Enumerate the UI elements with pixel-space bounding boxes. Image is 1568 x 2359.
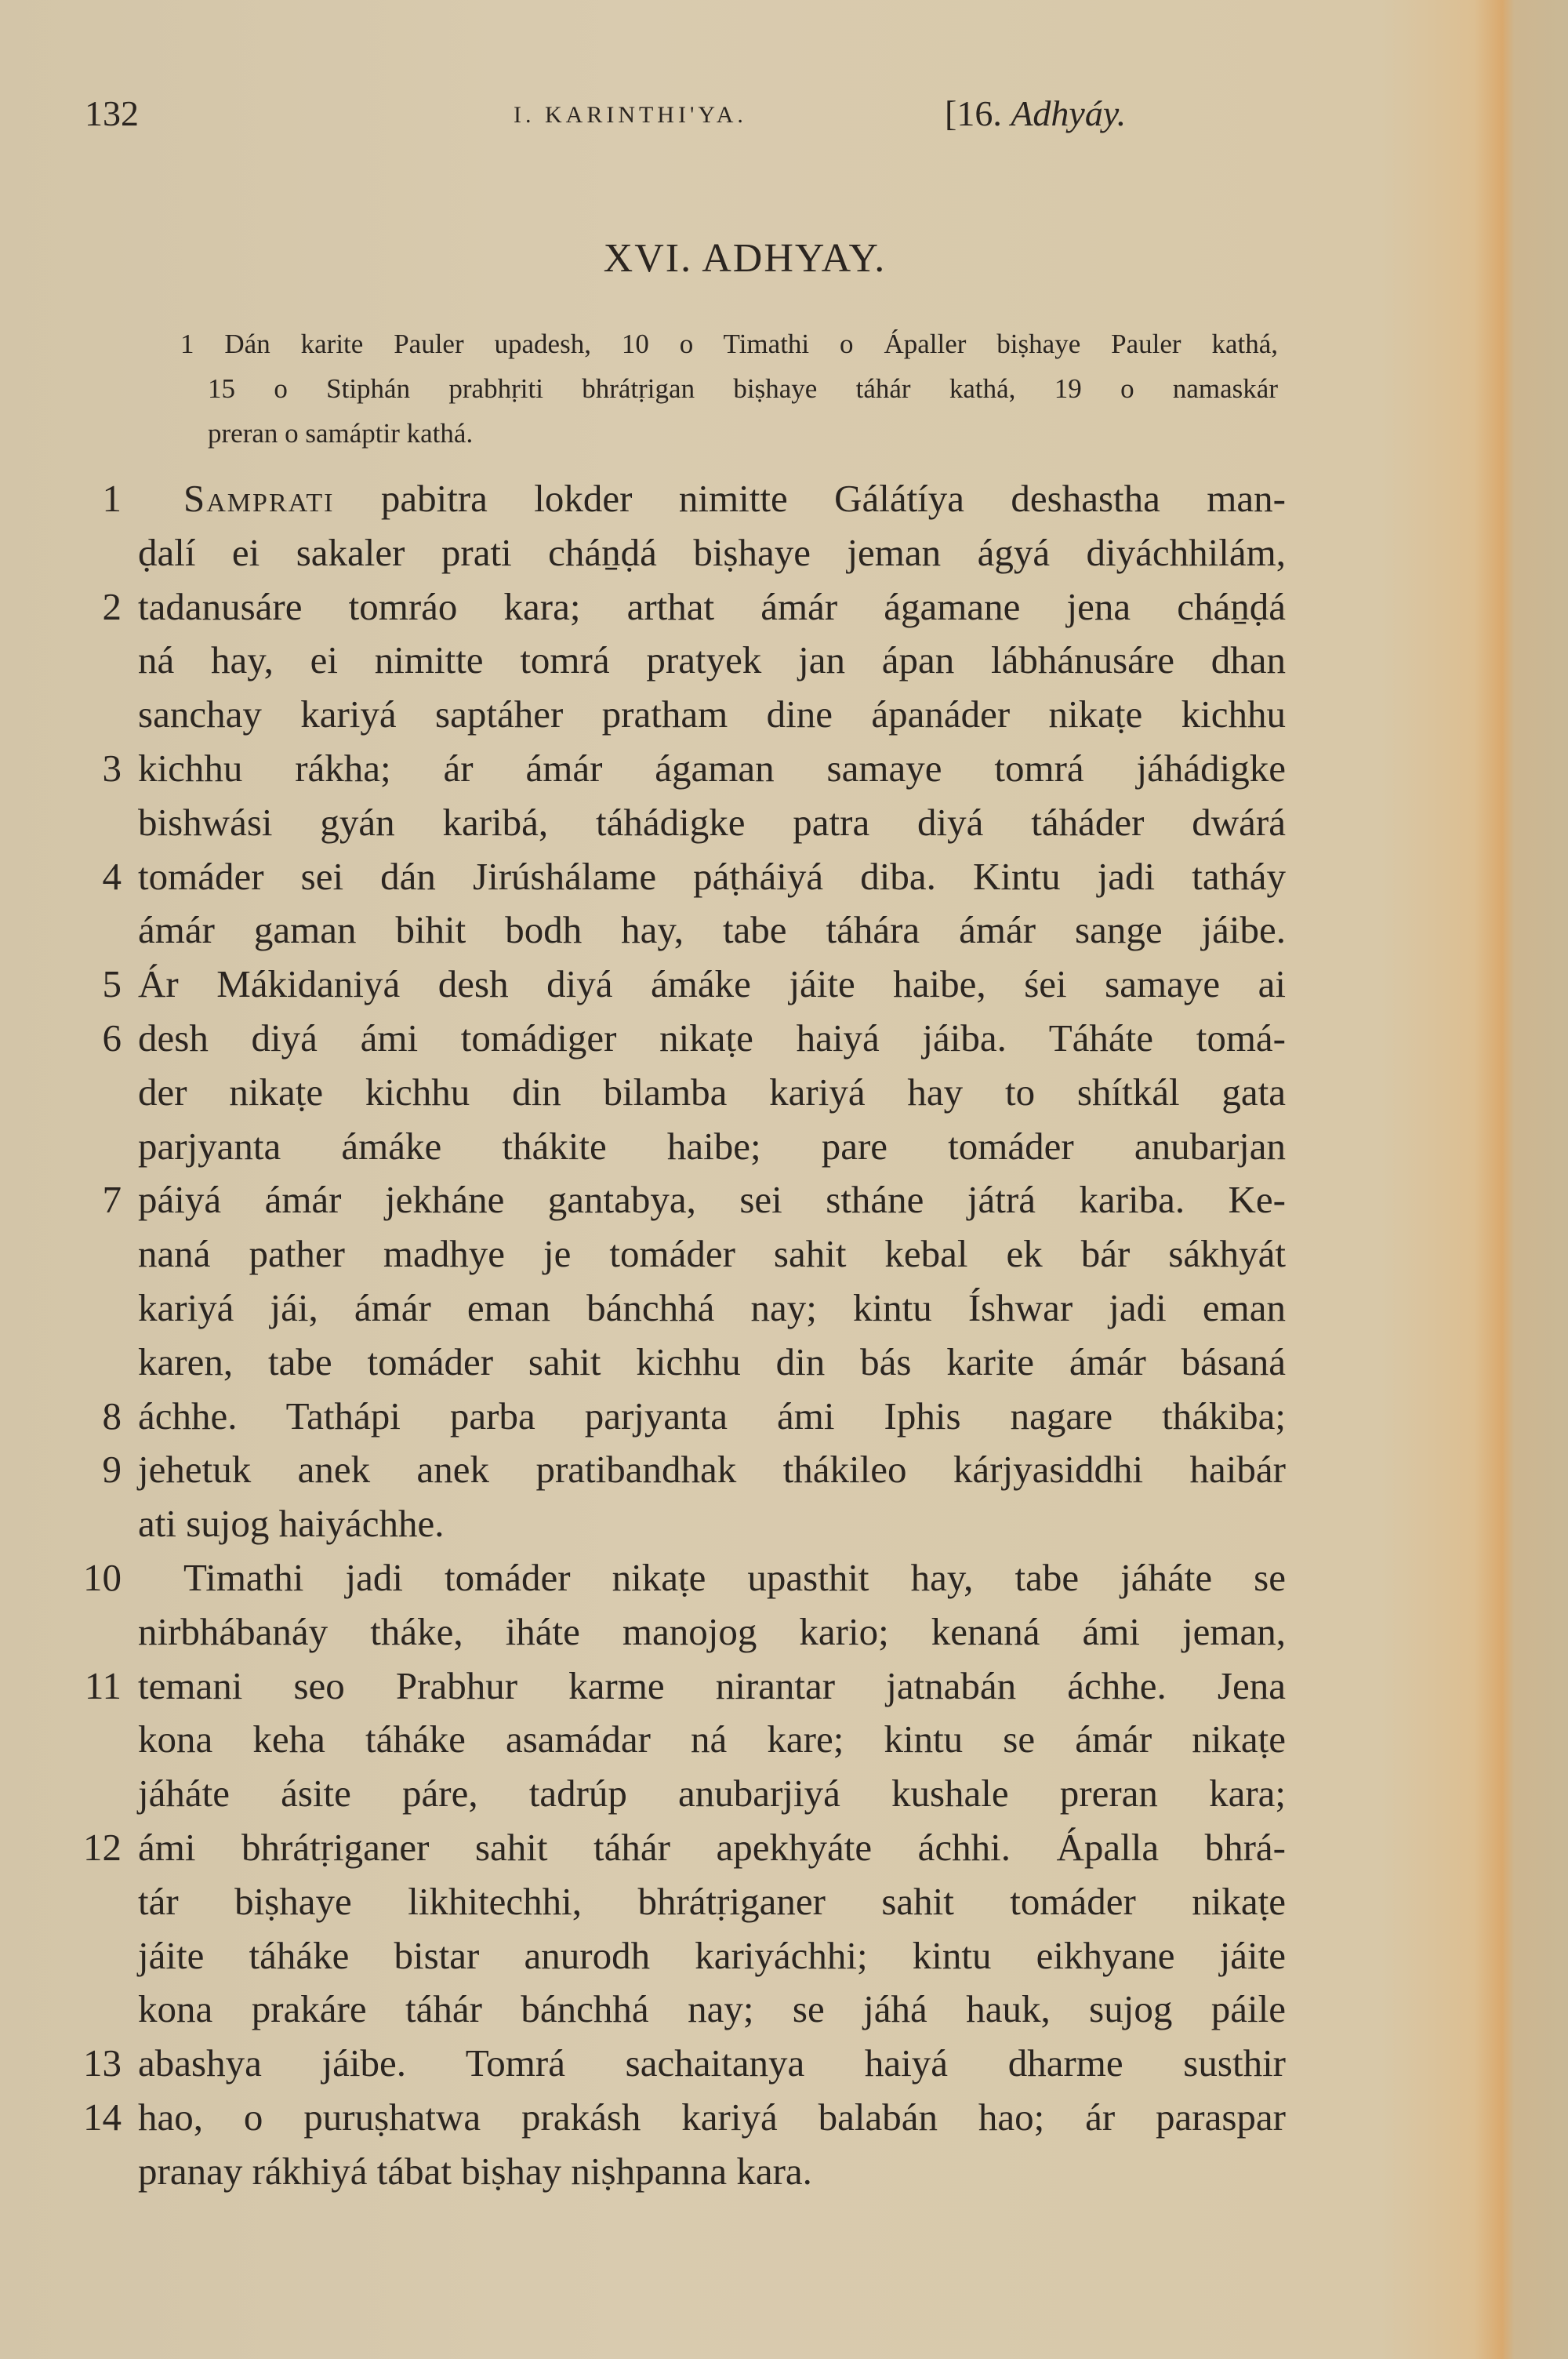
- verse-number: 14: [83, 2095, 122, 2139]
- line-text: nirbhábanáy tháke, iháte manojog kario; kenaná ámi jeman,: [138, 1609, 1286, 1653]
- line-text: hao, o puruṣhatwa prakásh kariyá balabán hao; ár paraspar: [138, 2095, 1286, 2139]
- verse-number: 12: [83, 1825, 122, 1869]
- text-line: [0, 1120, 1568, 1174]
- verse-number: 13: [83, 2041, 122, 2085]
- line-text: parjyanta ámáke thákite haibe; pare tomáder anubarjan: [138, 1124, 1286, 1168]
- line-text: desh diyá ámi tomádiger nikaṭe haiyá jáiba. Táháte tomá-: [138, 1016, 1286, 1060]
- text-line: [0, 1336, 1568, 1390]
- text-line: [0, 1659, 1568, 1714]
- line-text: kona keha táháke asamádar ná kare; kintu se ámár nikaṭe: [138, 1717, 1286, 1761]
- text-line: [0, 850, 1568, 904]
- line-text-rest: pabitra lokder nimitte Gálátíya deshastha man-: [334, 477, 1286, 520]
- verse-number: 3: [102, 746, 122, 790]
- line-text: áchhe. Tathápi parba parjyanta ámi Iphis nagare thákiba;: [138, 1394, 1286, 1438]
- verse-number: 8: [102, 1394, 122, 1438]
- text-line: [0, 1281, 1568, 1336]
- line-text: abashya jáibe. Tomrá sachaitanya haiyá dharme susthir: [138, 2041, 1286, 2085]
- verse-number: 7: [102, 1178, 122, 1222]
- line-text: der nikaṭe kichhu din bilamba kariyá hay to shítkál gata: [138, 1070, 1286, 1114]
- text-line: [0, 1605, 1568, 1659]
- line-text: Ár Mákidaniyá desh diyá ámáke jáite haibe, śei samaye ai: [138, 962, 1286, 1006]
- text-line: [0, 580, 1568, 634]
- text-line: [0, 1713, 1568, 1767]
- line-text: kona prakáre táhár bánchhá nay; se jáhá hauk, sujog páile: [138, 1987, 1286, 2031]
- text-line: [0, 634, 1568, 688]
- text-line: [0, 1066, 1568, 1120]
- verse-number: 5: [102, 962, 122, 1006]
- line-text: ḍalí ei sakaler prati cháṉḍá biṣhaye jeman ágyá diyáchhilám,: [138, 530, 1286, 574]
- summary-line: 15 o Stiphán prabhṛiti bhrátṛigan biṣhaye táhár kathá, 19 o namaskár: [208, 373, 1278, 404]
- text-line: [0, 1767, 1568, 1821]
- text-line: [0, 688, 1568, 742]
- line-text: ámár gaman bihit bodh hay, tabe táhára ámár sange jáibe.: [138, 908, 1286, 952]
- verse-number: 6: [102, 1016, 122, 1060]
- line-text: jáite táháke bistar anurodh kariyáchhi; kintu eikhyane jáite: [138, 1933, 1286, 1977]
- page-number: 132: [85, 93, 139, 133]
- opening-word: Samprati: [183, 477, 335, 520]
- line-text: ati sujog haiyáchhe.: [138, 1502, 445, 1546]
- line-text: sanchay kariyá saptáher pratham dine ápanáder nikaṭe kichhu: [138, 692, 1286, 736]
- text-line: [0, 1551, 1568, 1605]
- line-text: naná pather madhye je tomáder sahit kebal ek bár sákhyát: [138, 1232, 1286, 1276]
- summary-line: preran o samáptir kathá.: [208, 418, 474, 449]
- line-text: kariyá jái, ámár eman bánchhá nay; kintu Íshwar jadi eman: [138, 1285, 1286, 1329]
- line-text: tár biṣhaye likhitechhi, bhrátṛiganer sahit tomáder nikaṭe: [138, 1879, 1286, 1923]
- text-line: [0, 526, 1568, 580]
- chapter-title: XVI. ADHYAY.: [603, 236, 887, 281]
- text-line: [0, 2091, 1568, 2145]
- line-text: kichhu rákha; ár ámár ágaman samaye tomrá jáhádigke: [138, 746, 1286, 790]
- text-line: [0, 1983, 1568, 2037]
- text-line: [0, 472, 1568, 526]
- text-line: [0, 1929, 1568, 1983]
- text-line: [0, 796, 1568, 850]
- line-text: jáháte ásite páre, tadrúp anubarjiyá kushale preran kara;: [138, 1772, 1286, 1816]
- line-text: ámi bhrátṛiganer sahit táhár apekhyáte áchhi. Ápalla bhrá-: [138, 1825, 1286, 1869]
- chapter-ref-number: [16.: [945, 93, 1002, 133]
- verse-number: 4: [102, 854, 122, 898]
- text-line: [0, 1443, 1568, 1497]
- line-text: ná hay, ei nimitte tomrá pratyek jan ápan lábhánusáre dhan: [138, 638, 1286, 682]
- text-line: [0, 1173, 1568, 1227]
- chapter-ref-word: Adhyáy.: [1011, 93, 1127, 133]
- text-line: [0, 1497, 1568, 1551]
- verse-number: 9: [102, 1448, 122, 1492]
- text-line: [0, 1875, 1568, 1929]
- verse-number: 11: [84, 1663, 122, 1707]
- verse-number: 2: [102, 584, 122, 628]
- text-line: [0, 2145, 1568, 2199]
- line-text: jehetuk anek anek pratibandhak thákileo kárjyasiddhi haibár: [138, 1448, 1286, 1492]
- text-line: [0, 2037, 1568, 2091]
- text-line: [0, 1821, 1568, 1875]
- chapter-body: [0, 472, 1568, 2199]
- running-head: I. KARINTHI'YA.: [514, 102, 747, 128]
- line-text: Timathi jadi tomáder nikaṭe upasthit hay, tabe jáháte se: [183, 1555, 1286, 1599]
- verse-number: 10: [83, 1555, 122, 1599]
- line-text: tadanusáre tomráo kara; arthat ámár ágamane jena cháṉḍá: [138, 584, 1286, 628]
- chapter-summary: [180, 322, 1278, 456]
- line-text: karen, tabe tomáder sahit kichhu din bás karite ámár básaná: [138, 1339, 1286, 1383]
- summary-line: 1 Dán karite Pauler upadesh, 10 o Timathi o Ápaller biṣhaye Pauler kathá,: [180, 329, 1278, 359]
- line-text: tomáder sei dán Jirúshálame páṭháiyá diba. Kintu jadi tatháy: [138, 854, 1286, 898]
- line-text: bishwási gyán karibá, táhádigke patra diyá táháder dwárá: [138, 800, 1286, 844]
- line-text: pranay rákhiyá tábat biṣhay niṣhpanna kara.: [138, 2149, 812, 2193]
- text-line: [0, 903, 1568, 958]
- verse-number: 1: [102, 477, 122, 520]
- line-text: [183, 472, 1286, 526]
- text-line: [0, 958, 1568, 1012]
- text-line: [0, 1227, 1568, 1281]
- chapter-reference: [945, 93, 1126, 134]
- text-line: [0, 742, 1568, 796]
- line-text: páiyá ámár jekháne gantabya, sei stháne játrá kariba. Ke-: [138, 1178, 1286, 1222]
- line-text: temani seo Prabhur karme nirantar jatnabán áchhe. Jena: [138, 1663, 1286, 1707]
- text-line: [0, 1390, 1568, 1444]
- text-line: [0, 1012, 1568, 1066]
